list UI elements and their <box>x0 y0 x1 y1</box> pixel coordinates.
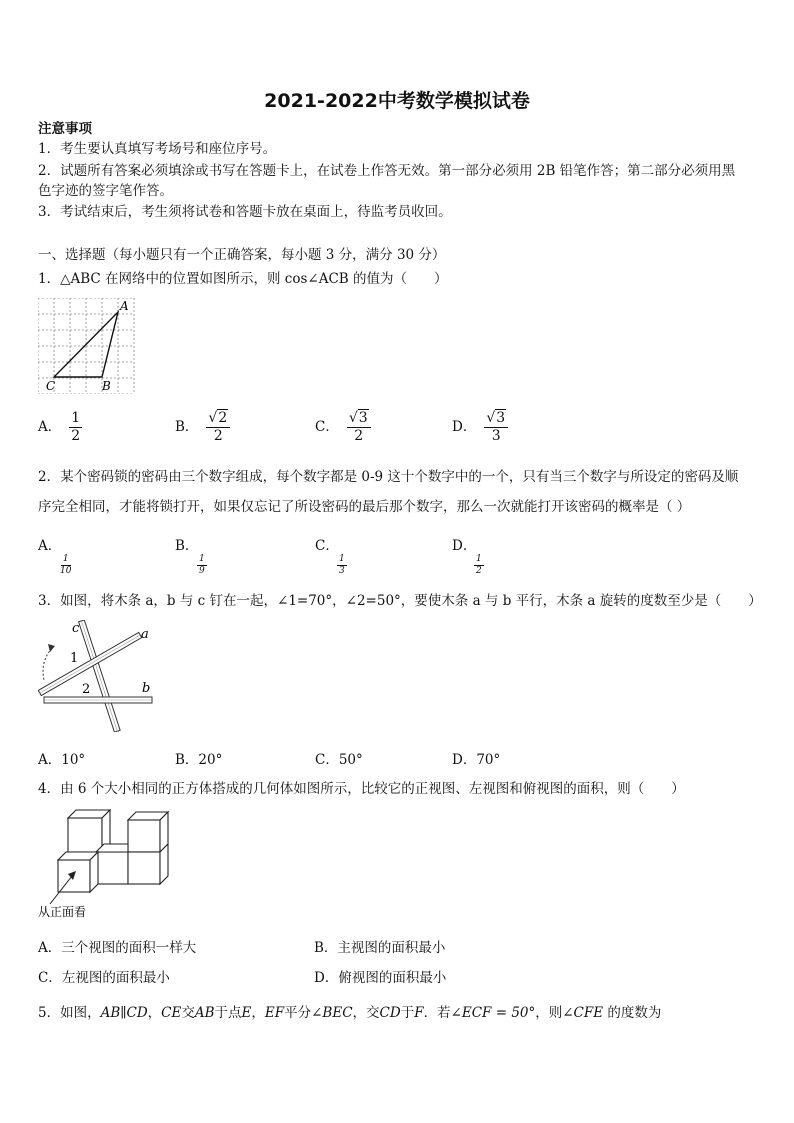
cube-group <box>58 810 168 892</box>
option-label: C． <box>315 752 339 768</box>
stick-b <box>44 697 152 703</box>
q4-option-a[interactable]: A．三个视图的面积一样大 <box>38 940 197 956</box>
q2-option-a[interactable] <box>38 534 71 577</box>
q5-text: 的度数为 <box>603 1005 662 1021</box>
radicand: 3 <box>496 410 506 426</box>
q3-option-c[interactable] <box>315 748 363 768</box>
q5-text: ，交 <box>352 1005 380 1021</box>
q5-text: ， <box>251 1005 265 1021</box>
q5-text: ，则 <box>535 1005 563 1021</box>
radicand: 3 <box>358 410 368 426</box>
vertex-a-label: A <box>120 299 129 313</box>
rotation-arrow <box>43 648 52 680</box>
numerator: 1 <box>199 554 205 564</box>
option-value: 10° <box>61 752 86 768</box>
q3-option-d[interactable] <box>452 748 500 768</box>
option-label: D． <box>452 752 477 768</box>
notice-heading: 注意事项 <box>38 121 92 137</box>
q4-option-b[interactable]: B．主视图的面积最小 <box>314 940 446 956</box>
option-label: C． <box>315 419 339 435</box>
radicand: 2 <box>218 410 228 426</box>
denominator: 2 <box>213 428 223 444</box>
q5-text: 于 <box>400 1005 415 1021</box>
q5-text: 于点 <box>214 1005 242 1021</box>
q5-math: ∠ECF = 50° <box>450 1005 536 1021</box>
option-value: 70° <box>476 752 501 768</box>
option-label: A． <box>38 538 62 554</box>
notice-item: 2．试题所有答案必须填涂或书写在答题卡上，在试卷上作答无效。第一部分必须用 2B 铅笔作答；第二部分必须用黑 <box>38 163 736 179</box>
numerator: 1 <box>71 410 81 426</box>
notice-item: 3．考试结束后，考生须将试卷和答题卡放在桌面上，待监考员收回。 <box>38 204 452 220</box>
q3-option-a[interactable] <box>38 748 85 768</box>
option-label: B． <box>175 419 199 435</box>
stick-c <box>79 620 121 732</box>
denominator: 10 <box>60 566 72 576</box>
q4-option-d[interactable]: D．俯视图的面积最小 <box>314 970 447 986</box>
numerator: 1 <box>339 554 345 564</box>
notice-item: 色字迹的签字笔作答。 <box>38 183 173 199</box>
label-b: b <box>142 681 151 696</box>
angle-1-label: 1 <box>70 651 79 666</box>
q1-option-b[interactable] <box>175 410 230 445</box>
q5-math: CD <box>379 1005 401 1021</box>
q3-option-b[interactable] <box>175 748 222 768</box>
denominator: 3 <box>491 428 501 444</box>
denominator: 2 <box>476 566 482 576</box>
denominator: 2 <box>71 428 81 444</box>
q2-option-d[interactable] <box>452 534 484 577</box>
q5-prefix: 5．如图， <box>38 1005 101 1021</box>
q4-cubes-figure <box>38 808 170 920</box>
q5-text: ．若 <box>423 1005 451 1021</box>
q2-option-b[interactable] <box>175 534 207 577</box>
question-4-text: 4．由 6 个大小相同的正方体搭成的几何体如图所示，比较它的正视图、左视图和俯视图的面积，则（ ） <box>38 781 685 797</box>
angle-2-label: 2 <box>82 682 91 697</box>
q5-math: AB <box>194 1005 215 1021</box>
question-5-text <box>38 1004 661 1022</box>
question-3-text: 3．如图，将木条 a，b 与 c 钉在一起，∠1=70°，∠2=50°，要使木条 a 与 b 平行，木条 a 旋转的度数至少是（ ） <box>38 593 762 609</box>
option-label: C． <box>315 538 339 554</box>
q5-text: ， <box>147 1005 162 1021</box>
q5-text: 平分 <box>284 1005 312 1021</box>
vertex-c-label: C <box>46 379 56 393</box>
denominator: 2 <box>354 428 364 444</box>
denominator: 3 <box>339 566 345 576</box>
q5-math: E <box>241 1005 252 1021</box>
option-label: A． <box>38 419 62 435</box>
view-caption: 从正面看 <box>38 905 87 919</box>
label-c: c <box>72 621 80 636</box>
option-value: 50° <box>338 752 363 768</box>
question-2-line-1: 2．某个密码锁的密码由三个数字组成，每个数字都是 0-9 这十个数字中的一个，只有当三个数字与所设定的密码及顺 <box>38 469 739 485</box>
option-label: A． <box>38 752 62 768</box>
label-a: a <box>141 627 149 642</box>
q1-option-a[interactable] <box>38 410 82 445</box>
notice-item: 1．考生要认真填写考场号和座位序号。 <box>38 141 277 157</box>
numerator: 1 <box>62 554 69 564</box>
q1-grid-figure <box>38 298 138 394</box>
section-heading: 一、选择题（每小题只有一个正确答案，每小题 3 分，满分 30 分） <box>38 247 446 263</box>
q1-option-c[interactable] <box>315 410 371 445</box>
sqrt-symbol: √2 <box>208 410 228 426</box>
denominator: 9 <box>199 566 205 576</box>
question-2-line-2: 序完全相同，才能将锁打开，如果仅忘记了所设密码的最后那个数字，那么一次就能打开该密码的概率是（ ） <box>38 499 691 515</box>
q5-math: AB∥CD <box>100 1005 148 1021</box>
q5-math: ∠CFE <box>562 1005 604 1021</box>
option-value: 20° <box>198 752 223 768</box>
option-label: B． <box>175 752 199 768</box>
option-label: D． <box>452 538 477 554</box>
sqrt-symbol: √3 <box>486 410 506 426</box>
option-label: B． <box>175 538 199 554</box>
question-1-text: 1．△ABC 在网络中的位置如图所示，则 cos∠ACB 的值为（ ） <box>38 271 448 287</box>
option-label: D． <box>452 419 477 435</box>
numerator: 1 <box>476 554 482 564</box>
q1-option-d[interactable] <box>452 410 508 445</box>
arrow-head-icon <box>48 644 55 652</box>
sqrt-symbol: √3 <box>348 410 368 426</box>
q5-math: EF <box>264 1005 285 1021</box>
q4-option-c[interactable]: C．左视图的面积最小 <box>38 970 170 986</box>
page-title: 2021-2022中考数学模拟试卷 <box>264 90 530 112</box>
q5-math: CE <box>161 1005 182 1021</box>
q5-math: F <box>414 1005 424 1021</box>
vertex-b-label: B <box>102 379 111 393</box>
q3-sticks-figure <box>38 620 163 732</box>
q5-math: ∠BEC <box>311 1005 353 1021</box>
q2-option-c[interactable] <box>315 534 347 577</box>
q5-text: 交 <box>181 1005 195 1021</box>
